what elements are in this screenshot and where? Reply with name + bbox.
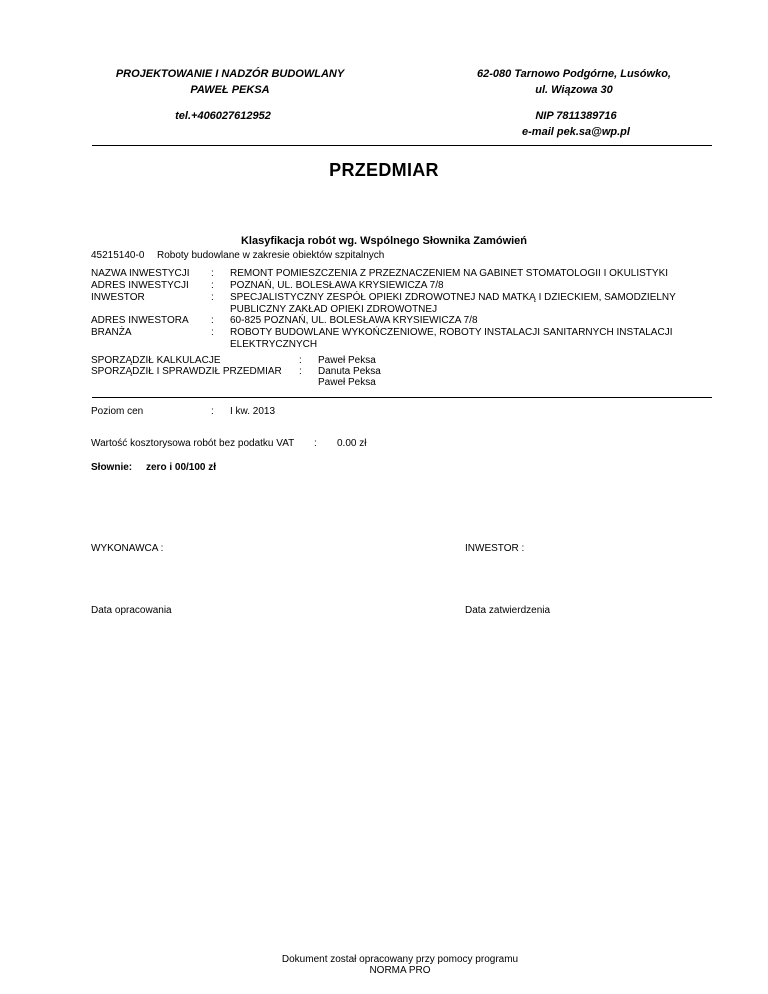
footer-line1: Dokument został opracowany przy pomocy programu: [281, 954, 519, 965]
branza-label: BRANŻA: [91, 327, 132, 338]
inwestor-label: INWESTOR: [91, 292, 145, 303]
kalkulacje-label: SPORZĄDZIŁ KALKULACJE: [91, 355, 221, 366]
document-title: PRZEDMIAR: [329, 160, 439, 180]
inwestor-value-1: SPECJALISTYCZNY ZESPÓŁ OPIEKI ZDROWOTNEJ NAD MATKĄ I DZIECKIEM, SAMODZIELNY: [230, 292, 676, 303]
company-contact: [522, 108, 630, 140]
poziom-value: I kw. 2013: [230, 406, 276, 417]
nip-number: NIP 7811389716: [535, 110, 617, 122]
colon: :: [211, 268, 214, 279]
colon: :: [211, 406, 214, 417]
company-line2: PAWEŁ PEKSA: [190, 84, 270, 96]
wykonawca-label: WYKONAWCA :: [91, 543, 164, 554]
authors-divider: [92, 397, 712, 398]
colon: :: [314, 438, 317, 449]
branza-value-2: ELEKTRYCZNYCH: [230, 339, 318, 350]
colon: :: [299, 366, 302, 377]
slownie-value: zero i 00/100 zł: [146, 462, 217, 473]
colon: :: [211, 327, 214, 338]
footer-note: [0, 954, 768, 976]
cpv-description: Roboty budowlane w zakresie obiektów szpitalnych: [157, 250, 385, 261]
data-zatwierdzenia: Data zatwierdzenia: [465, 605, 551, 616]
author-name-2: Danuta Peksa: [318, 366, 381, 377]
address-line1: 62-080 Tarnowo Podgórne, Lusówko,: [477, 68, 671, 80]
adres-label: ADRES INWESTYCJI: [91, 280, 189, 291]
wartosc-label: Wartość kosztorysowa robót bez podatku VAT: [91, 438, 295, 449]
adres-inwestora-value: 60-825 POZNAŃ, UL. BOLESŁAWA KRYSIEWICZA 7/8: [230, 315, 478, 326]
adres-inwestora-label: ADRES INWESTORA: [91, 315, 189, 326]
inwestor-signature-label: INWESTOR :: [465, 543, 525, 554]
nazwa-label: NAZWA INWESTYCJI: [91, 268, 190, 279]
colon: :: [211, 315, 214, 326]
colon: :: [299, 355, 302, 366]
address-line2: ul. Wiązowa 30: [535, 84, 613, 96]
przedmiar-label: SPORZĄDZIŁ I SPRAWDZIŁ PRZEDMIAR: [91, 366, 282, 377]
inwestor-value-2: PUBLICZNY ZAKŁAD OPIEKI ZDROWOTNEJ: [230, 304, 438, 315]
company-phone: tel.+406027612952: [175, 110, 271, 122]
author-name-3: Paweł Peksa: [318, 377, 376, 388]
header-divider: [92, 145, 712, 146]
classification-title: Klasyfikacja robót wg. Wspólnego Słownika Zamówień: [240, 235, 528, 247]
company-name: [116, 66, 344, 98]
author-name-1: Paweł Peksa: [318, 355, 376, 366]
company-line1: PROJEKTOWANIE I NADZÓR BUDOWLANY: [115, 68, 345, 80]
branza-value-1: ROBOTY BUDOWLANE WYKOŃCZENIOWE, ROBOTY INSTALACJI SANITARNYCH INSTALACJI: [230, 327, 673, 338]
footer-line2: NORMA PRO: [369, 965, 431, 976]
company-address: [477, 66, 671, 98]
colon: :: [211, 280, 214, 291]
email-address: e-mail pek.sa@wp.pl: [522, 126, 630, 138]
data-opracowania: Data opracowania: [91, 605, 172, 616]
cpv-code: 45215140-0: [91, 250, 145, 261]
colon: :: [211, 292, 214, 303]
adres-value: POZNAŃ, UL. BOLESŁAWA KRYSIEWICZA 7/8: [230, 280, 444, 291]
poziom-label: Poziom cen: [91, 406, 144, 417]
nazwa-value: REMONT POMIESZCZENIA Z PRZEZNACZENIEM NA GABINET STOMATOLOGII I OKULISTYKI: [230, 268, 669, 279]
slownie-label: Słownie:: [91, 462, 133, 473]
wartosc-value: 0.00 zł: [337, 438, 367, 449]
